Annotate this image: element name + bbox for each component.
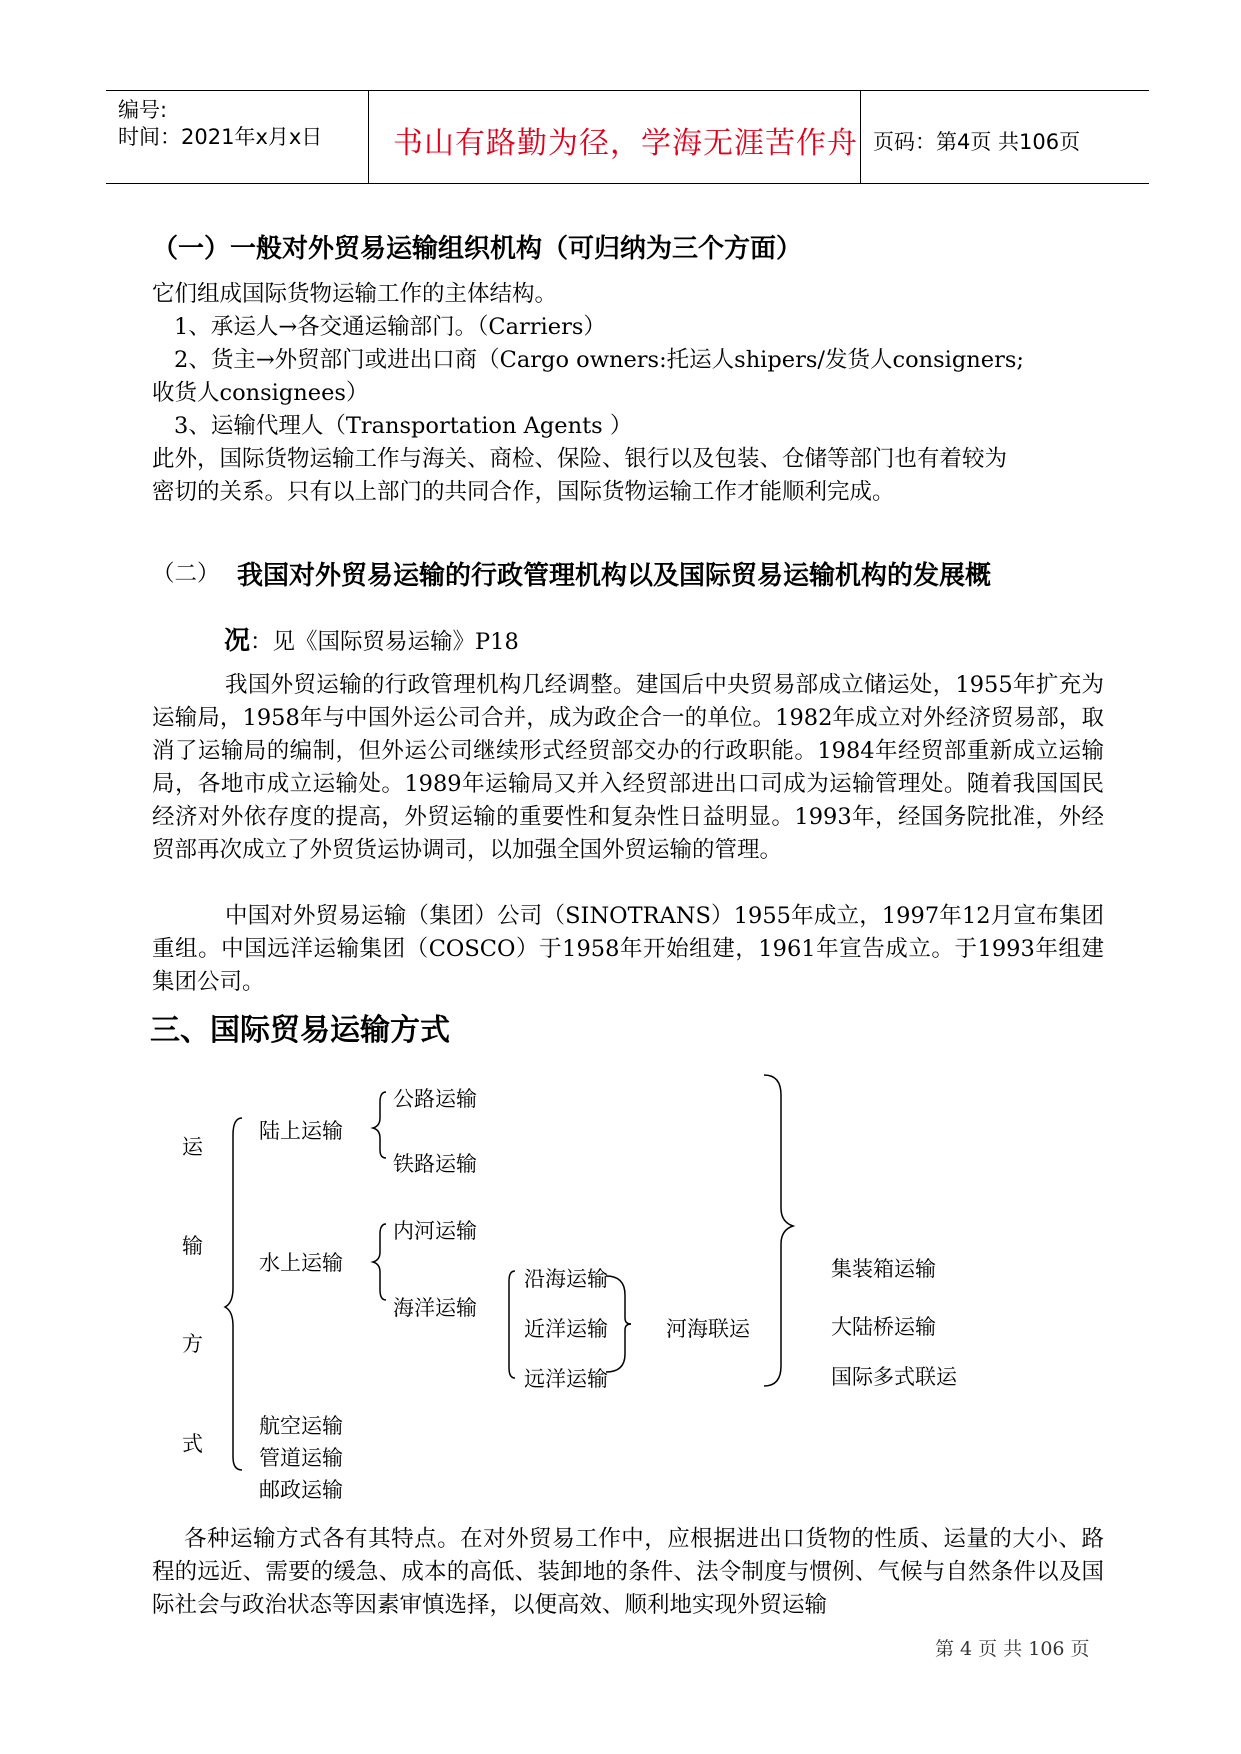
section1-closing-line1: 此外，国际货物运输工作与海关、商检、保险、银行以及包装、仓储等部门也有着较为: [152, 446, 1008, 472]
diagram-postal-transport: 邮政运输: [259, 1478, 343, 1502]
diagram-inland-transport: 内河运输: [393, 1219, 477, 1243]
section3-closing-paragraph: 各种运输方式各有其特点。在对外贸易工作中，应根据进出口货物的性质、运量的大小、路程的远近、需要的缓急、成本的高低、装卸地的条件、法令制度与惯例、气候与自然条件以及国际社会与政治状态等因素审慎选择，以便高效、顺利地实现外贸运输: [152, 1526, 1104, 1618]
section1-intro: 它们组成国际货物运输工作的主体结构。: [152, 281, 558, 307]
diagram-landbridge-transport: 大陆桥运输: [831, 1315, 936, 1339]
section2-heading-prefix: （二）: [152, 561, 220, 587]
diagram-water-transport: 水上运输: [259, 1251, 343, 1275]
section1-item2-line1: 2、货主→外贸部门或进出口商（Cargo owners:托运人shipers/发货人consigners;: [174, 347, 1024, 373]
diagram-road-transport: 公路运输: [393, 1087, 477, 1111]
section1-item2-line2: 收货人consignees）: [152, 380, 369, 406]
diagram-rail-transport: 铁路运输: [393, 1152, 477, 1176]
section2-heading-line1: 我国对外贸易运输的行政管理机构以及国际贸易运输机构的发展概: [237, 561, 992, 591]
diagram-root-char-3: 方: [182, 1332, 203, 1356]
page-code: 页码：第4页 共106页: [873, 130, 1081, 154]
serial-label: 编号:: [118, 98, 168, 122]
diagram-container-transport: 集装箱运输: [831, 1257, 936, 1281]
diagram-land-transport: 陆上运输: [259, 1119, 343, 1143]
footer-page-number: 第 4 页 共 106 页: [935, 1638, 1090, 1660]
time-label: 时间：2021年x月x日: [118, 125, 323, 149]
diagram-far-sea-transport: 远洋运输: [524, 1367, 608, 1391]
section2-paragraph2: 中国对外贸易运输（集团）公司（SINOTRANS）1955年成立，1997年12月宣布集团重组。中国远洋运输集团（COSCO）于1958年开始组建，1961年宣告成立。于1993年组建集团公司。: [152, 903, 1104, 995]
section3-heading: 三、国际贸易运输方式: [150, 1013, 450, 1048]
section1-closing-line2: 密切的关系。只有以上部门的共同合作，国际货物运输工作才能顺利完成。: [152, 479, 895, 505]
diagram-root-char-4: 式: [182, 1432, 203, 1456]
diagram-pipeline-transport: 管道运输: [259, 1446, 343, 1470]
section1-heading: （一）一般对外贸易运输组织机构（可归纳为三个方面）: [152, 234, 803, 264]
diagram-multimodal-transport: 国际多式联运: [831, 1365, 957, 1389]
section1-item1: 1、承运人→各交通运输部门。（Carriers）: [174, 314, 606, 340]
section2-heading-rest: ：见《国际贸易运输》P18: [250, 629, 519, 655]
diagram-root-char-2: 输: [182, 1234, 203, 1258]
diagram-air-transport: 航空运输: [259, 1414, 343, 1438]
motto: 书山有路勤为径，学海无涯苦作舟: [393, 126, 858, 161]
section2-heading-bold: 况: [224, 626, 251, 656]
diagram-coastal-transport: 沿海运输: [524, 1267, 608, 1291]
diagram-river-sea-transport: 河海联运: [666, 1317, 750, 1341]
diagram-near-sea-transport: 近洋运输: [524, 1317, 608, 1341]
diagram-root-char-1: 运: [182, 1135, 203, 1159]
section2-paragraph1: 我国外贸运输的行政管理机构几经调整。建国后中央贸易部成立储运处，1955年扩充为运输局，1958年与中国外运公司合并，成为政企合一的单位。1982年成立对外经济贸易部，取消了运输局的编制，但外运公司继续形式经贸部交办的行政职能。1984年经贸部重新成立运输局，各地市成立运输处。1989年运输局又并入经贸部进出口司成为运输管理处。随着我国国民经济对外依存度的提高，外贸运输的重要性和复杂性日益明显。1993年，经国务院批准，外经贸部再次成立了外贸货运协调司，以加强全国外贸运输的管理。: [152, 672, 1104, 863]
diagram-ocean-transport: 海洋运输: [393, 1296, 477, 1320]
section1-item3: 3、运输代理人（Transportation Agents ）: [174, 413, 633, 439]
